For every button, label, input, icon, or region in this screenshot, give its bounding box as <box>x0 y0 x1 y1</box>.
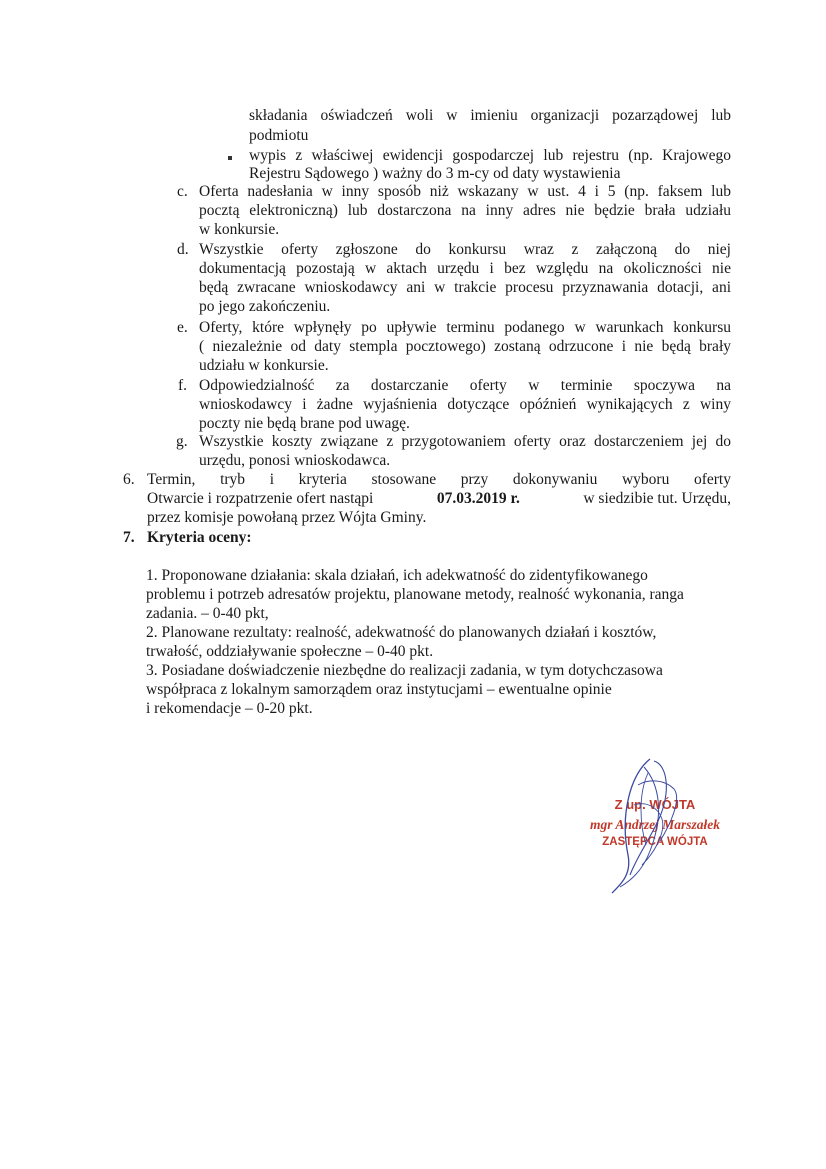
stamp-line-2: mgr Andrzej Marszałek <box>589 817 721 832</box>
marker-d: d. <box>177 241 189 258</box>
text-line: Odpowiedzialność za dostarczanie oferty w terminie spoczywa na <box>199 377 731 394</box>
text-line: dokumentacją pozostają w aktach urzędu i bez względu na okoliczności nie <box>199 260 731 277</box>
text-line: Wszystkie oferty zgłoszone do konkursu wraz z załączoną do niej <box>199 241 731 258</box>
text-line: podmiotu <box>249 127 309 144</box>
text-line: Wszystkie koszty związane z przygotowaniem oferty oraz dostarczeniem jej do <box>199 433 731 450</box>
text-line: i rekomendacje – 0-20 pkt. <box>146 700 313 717</box>
otwarcie-before: Otwarcie i rozpatrzenie ofert nastąpi <box>147 490 374 507</box>
text-line: urzędu, ponosi wnioskodawca. <box>199 452 391 469</box>
text-line: problemu i potrzeb adresatów projektu, planowane metody, realność wykonania, ranga <box>146 586 684 603</box>
text-line: poczty nie będą brane pod uwagę. <box>199 415 410 432</box>
section-heading: Kryteria oceny: <box>147 529 252 546</box>
text-line: trwałość, oddziaływanie społeczne – 0-40 pkt. <box>146 643 434 660</box>
text-line: pocztą elektroniczną) lub dostarczona na inny adres nie będzie brała udziału <box>199 202 731 219</box>
marker-c: c. <box>177 183 188 200</box>
text-line: współpraca z lokalnym samorządem oraz instytucjami – ewentualne opinie <box>146 681 612 698</box>
text-line: po jego zakończeniu. <box>199 298 331 315</box>
marker-e: e. <box>177 319 188 336</box>
bullet-marker <box>228 156 232 160</box>
text-line: będą zwracane wnioskodawcy ani w trakcie procesu przyznawania dotacji, ani <box>199 279 731 296</box>
signature-icon <box>590 755 700 895</box>
text-line: 3. Posiadane doświadczenie niezbędne do realizacji zadania, w tym dotychczasowa <box>146 662 663 679</box>
text-line: w konkursie. <box>199 221 280 238</box>
stamp-line-1: Z up. WÓJTA <box>614 797 696 812</box>
text-line: 1. Proponowane działania: skala działań, ich adekwatność do zidentyfikowanego <box>146 567 648 584</box>
stamp-line-3: ZASTĘPCA WÓJTA <box>602 836 708 848</box>
text-line: Rejestru Sądowego ) ważny do 3 m-cy od daty wystawienia <box>249 165 621 182</box>
marker-7: 7. <box>123 529 135 546</box>
text-line: Termin, tryb i kryteria stosowane przy dokonywaniu wyboru oferty <box>147 471 731 488</box>
marker-g: g. <box>176 433 188 450</box>
text-line: przez komisje powołaną przez Wójta Gminy. <box>147 509 427 526</box>
otwarcie-after: w siedzibie tut. Urzędu, <box>583 490 731 507</box>
text-line: zadania. – 0-40 pkt, <box>146 605 269 622</box>
text-line: ( niezależnie od daty stempla pocztowego) zostaną odrzucone i nie będą brały <box>199 338 731 355</box>
text-line: 2. Planowane rezultaty: realność, adekwatność do planowanych działań i kosztów, <box>146 624 657 641</box>
text-line: Oferta nadesłania w inny sposób niż wskazany w ust. 4 i 5 (np. faksem lub <box>199 183 731 200</box>
text-line: składania oświadczeń woli w imieniu organizacji pozarządowej lub <box>249 107 731 124</box>
marker-f: f. <box>178 377 188 394</box>
otwarcie-date: 07.03.2019 r. <box>436 490 520 507</box>
marker-6: 6. <box>123 471 135 488</box>
text-line: wnioskodawcy i żadne wyjaśnienia dotyczące opóźnień wynikających z winy <box>199 396 731 413</box>
text-line: wypis z właściwej ewidencji gospodarczej lub rejestru (np. Krajowego <box>249 147 731 164</box>
otwarcie-line <box>147 489 731 509</box>
text-line: Oferty, które wpłynęły po upływie terminu podanego w warunkach konkursu <box>199 319 731 336</box>
text-line: udziału w konkursie. <box>199 357 329 374</box>
